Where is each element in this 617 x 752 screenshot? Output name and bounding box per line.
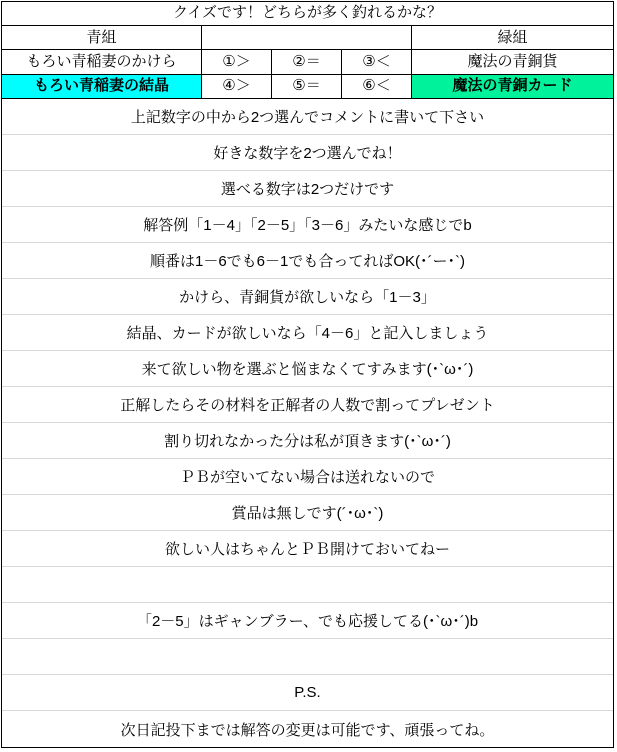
page-title: クイズです！どちらが多く釣れるかな？ <box>172 4 443 22</box>
postscript-label: P.S. <box>2 675 613 711</box>
quiz-sheet <box>1 1 614 748</box>
instruction-line: 順番は1－6でも6－1でも合ってればOK(･´ー･`) <box>2 243 613 279</box>
instruction-line: 割り切れなかった分は私が頂きます(･`ω･´) <box>2 423 613 459</box>
row-right-item: 魔法の青銅貨 <box>467 52 558 70</box>
instruction-line: 好きな数字を2つ選んでね！ <box>2 135 613 171</box>
header-left-team: 青組 <box>2 26 202 49</box>
row-left-item: もろい青稲妻のかけら <box>2 50 202 73</box>
row-number-1[interactable]: ①＞ <box>202 50 272 73</box>
team-header-row <box>2 26 613 50</box>
row-number-2[interactable]: ②＝ <box>272 50 342 73</box>
instruction-line: 「2－5」はギャンブラー、でも応援してる(･`ω･´)b <box>2 603 613 639</box>
instruction-line: 上記数字の中から2つ選んでコメントに書いて下さい <box>2 99 613 135</box>
instruction-line: 正解したらその材料を正解者の人数で割ってプレゼント <box>2 387 613 423</box>
instructions-block <box>2 99 613 747</box>
row-right-item-highlighted: 魔法の青銅カード <box>412 75 613 98</box>
blank-line <box>2 639 613 675</box>
header-right-team: 緑組 <box>497 28 528 46</box>
row-number-4[interactable]: ④＞ <box>202 75 272 98</box>
row-left-item-highlighted: もろい青稲妻の結晶 <box>2 75 202 98</box>
title-row <box>2 2 613 26</box>
instruction-line: 欲しい人はちゃんとＰＢ開けておいてねー <box>2 531 613 567</box>
header-middle-spacer <box>202 26 412 49</box>
row-number-5[interactable]: ⑤＝ <box>272 75 342 98</box>
instruction-line: ＰＢが空いてない場合は送れないので <box>2 459 613 495</box>
row-number-3[interactable]: ③＜ <box>342 50 412 73</box>
instruction-line: 賞品は無しです(´･ω･`) <box>2 495 613 531</box>
instruction-line: 結晶、カードが欲しいなら「4－6」と記入しましょう <box>2 315 613 351</box>
table-row <box>2 50 613 74</box>
instruction-line: 選べる数字は2つだけです <box>2 171 613 207</box>
table-row <box>2 75 613 99</box>
postscript-line: 次日記投下までは解答の変更は可能です、頑張ってね。 <box>120 721 495 739</box>
instruction-line: かけら、青銅貨が欲しいなら「1－3」 <box>2 279 613 315</box>
blank-line <box>2 567 613 603</box>
instruction-line: 来て欲しい物を選ぶと悩まなくてすみます(･`ω･´) <box>2 351 613 387</box>
row-number-6[interactable]: ⑥＜ <box>342 75 412 98</box>
instruction-line: 解答例「1－4」「2－5」「3－6」みたいな感じでb <box>2 207 613 243</box>
